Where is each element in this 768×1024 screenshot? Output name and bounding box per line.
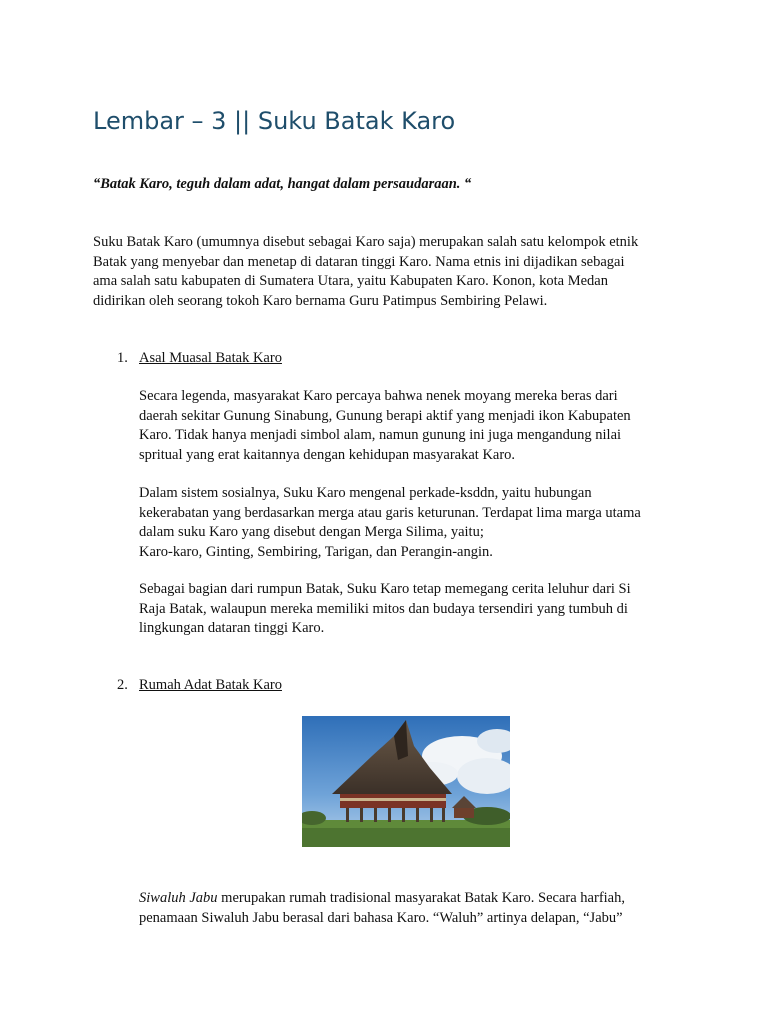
intro-line: Suku Batak Karo (umumnya disebut sebagai Karo saja) merupakan salah satu kelompok etnik bbox=[93, 234, 639, 250]
list-number: 1. bbox=[117, 350, 128, 366]
list-number: 2. bbox=[117, 677, 128, 693]
paragraph-line: penamaan Siwaluh Jabu berasal dari bahasa Karo. “Waluh” artinya delapan, “Jabu” bbox=[139, 909, 623, 926]
paragraph-line: Secara legenda, masyarakat Karo percaya bahwa nenek moyang mereka beras dari bbox=[139, 388, 618, 404]
origin-paragraph-1 bbox=[139, 387, 684, 465]
house-paragraph bbox=[139, 889, 684, 928]
paragraph-line: Dalam sistem sosialnya, Suku Karo mengenal perkade-ksddn, yaitu hubungan bbox=[139, 485, 592, 501]
motto-quote: “Batak Karo, teguh dalam adat, hangat dalam persaudaraan. “ bbox=[93, 176, 472, 192]
paragraph-line: kekerabatan yang berdasarkan merga atau garis keturunan. Terdapat lima marga utama bbox=[139, 504, 641, 521]
document-title: Lembar – 3 || Suku Batak Karo bbox=[93, 107, 456, 135]
paragraph-line: lingkungan dataran tinggi Karo. bbox=[139, 620, 325, 636]
paragraph-line: dalam suku Karo yang disebut dengan Merga Silima, yaitu; bbox=[139, 524, 484, 540]
paragraph-line bbox=[139, 889, 684, 909]
origin-paragraph-3 bbox=[139, 580, 684, 639]
paragraph-line: Raja Batak, walaupun mereka memiliki mitos dan budaya tersendiri yang tumbuh di bbox=[139, 600, 628, 617]
intro-paragraph bbox=[93, 233, 683, 311]
house-name: Siwaluh Jabu bbox=[139, 890, 218, 906]
paragraph-line: Karo-karo, Ginting, Sembiring, Tarigan, dan Perangin-angin. bbox=[139, 543, 493, 560]
paragraph-line: spritual yang erat kaitannya dengan kehidupan masyarakat Karo. bbox=[139, 446, 516, 463]
paragraph-line: Karo. Tidak hanya menjadi simbol alam, namun gunung ini juga mengandung nilai bbox=[139, 427, 622, 443]
intro-line: ama salah satu kabupaten di Sumatera Utara, yaitu Kabupaten Karo. Konon, kota Medan bbox=[93, 273, 608, 289]
traditional-house-photo bbox=[302, 716, 510, 847]
paragraph-line: daerah sekitar Gunung Sinabung, Gunung berapi aktif yang menjadi ikon Kabupaten bbox=[139, 407, 631, 424]
intro-line: Batak yang menyebar dan menetap di dataran tinggi Karo. Nama etnis ini dijadikan sebagai bbox=[93, 253, 625, 270]
paragraph-text: merupakan rumah tradisional masyarakat Batak Karo. Secara harfiah, bbox=[217, 890, 625, 906]
paragraph-line: Sebagai bagian dari rumpun Batak, Suku Karo tetap memegang cerita leluhur dari Si bbox=[139, 581, 631, 597]
section-heading-house: Rumah Adat Batak Karo bbox=[139, 677, 282, 693]
origin-paragraph-2 bbox=[139, 484, 684, 562]
intro-line: didirikan oleh seorang tokoh Karo bernama Guru Patimpus Sembiring Pelawi. bbox=[93, 292, 548, 309]
section-heading-origin: Asal Muasal Batak Karo bbox=[139, 350, 282, 366]
